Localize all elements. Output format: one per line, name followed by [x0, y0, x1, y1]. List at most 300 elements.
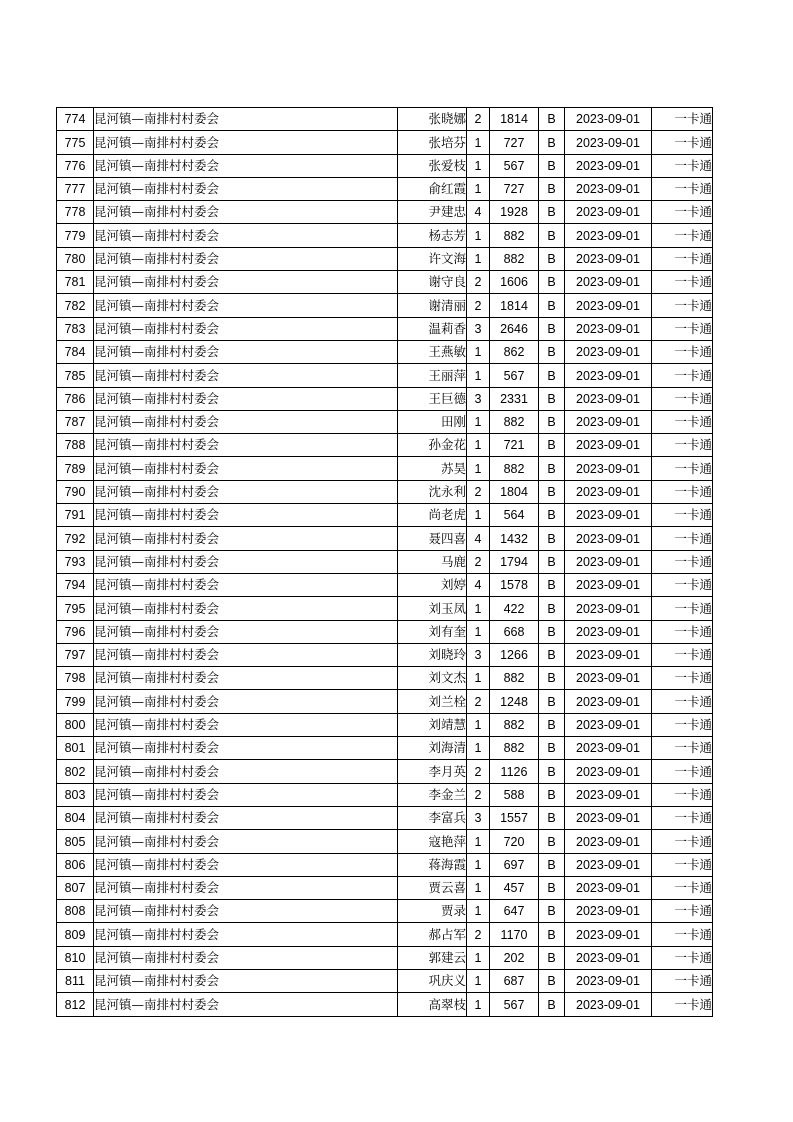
- table-row: [57, 597, 713, 620]
- person-name-cell: 刘玉凤: [398, 597, 467, 620]
- issue-date-cell: 2023-09-01: [565, 247, 652, 270]
- row-number-cell: 798: [57, 667, 94, 690]
- category-level-cell: B: [539, 224, 565, 247]
- issue-date-cell: 2023-09-01: [565, 154, 652, 177]
- issue-date-cell: 2023-09-01: [565, 993, 652, 1016]
- row-number-cell: 785: [57, 364, 94, 387]
- row-number-cell: 779: [57, 224, 94, 247]
- issue-date-cell: 2023-09-01: [565, 201, 652, 224]
- row-number-cell: 795: [57, 597, 94, 620]
- household-count-cell: 1: [467, 737, 490, 760]
- table-row: [57, 830, 713, 853]
- person-name-cell: 孙金花: [398, 434, 467, 457]
- category-level-cell: B: [539, 457, 565, 480]
- category-level-cell: B: [539, 387, 565, 410]
- village-committee-cell: 昆河镇—南排村村委会: [94, 457, 398, 480]
- amount-cell: 882: [490, 457, 539, 480]
- row-number-cell: 775: [57, 131, 94, 154]
- amount-cell: 1432: [490, 527, 539, 550]
- issue-date-cell: 2023-09-01: [565, 434, 652, 457]
- issue-date-cell: 2023-09-01: [565, 620, 652, 643]
- village-committee-cell: 昆河镇—南排村村委会: [94, 830, 398, 853]
- category-level-cell: B: [539, 550, 565, 573]
- amount-cell: 882: [490, 667, 539, 690]
- village-committee-cell: 昆河镇—南排村村委会: [94, 713, 398, 736]
- row-number-cell: 811: [57, 969, 94, 992]
- category-level-cell: B: [539, 271, 565, 294]
- issue-date-cell: 2023-09-01: [565, 108, 652, 131]
- village-committee-cell: 昆河镇—南排村村委会: [94, 573, 398, 596]
- issue-date-cell: 2023-09-01: [565, 317, 652, 340]
- table-row: [57, 131, 713, 154]
- issue-date-cell: 2023-09-01: [565, 573, 652, 596]
- category-level-cell: B: [539, 876, 565, 899]
- row-number-cell: 774: [57, 108, 94, 131]
- category-level-cell: B: [539, 131, 565, 154]
- household-count-cell: 1: [467, 410, 490, 433]
- category-level-cell: B: [539, 410, 565, 433]
- household-count-cell: 2: [467, 760, 490, 783]
- row-number-cell: 799: [57, 690, 94, 713]
- table-row: [57, 201, 713, 224]
- amount-cell: 457: [490, 876, 539, 899]
- row-number-cell: 781: [57, 271, 94, 294]
- issue-date-cell: 2023-09-01: [565, 340, 652, 363]
- category-level-cell: B: [539, 923, 565, 946]
- village-committee-cell: 昆河镇—南排村村委会: [94, 201, 398, 224]
- amount-cell: 687: [490, 969, 539, 992]
- issue-date-cell: 2023-09-01: [565, 271, 652, 294]
- payment-method-cell: 一卡通: [652, 177, 713, 200]
- category-level-cell: B: [539, 294, 565, 317]
- category-level-cell: B: [539, 690, 565, 713]
- row-number-cell: 782: [57, 294, 94, 317]
- amount-cell: 1578: [490, 573, 539, 596]
- village-committee-cell: 昆河镇—南排村村委会: [94, 806, 398, 829]
- category-level-cell: B: [539, 340, 565, 363]
- row-number-cell: 801: [57, 737, 94, 760]
- household-count-cell: 1: [467, 364, 490, 387]
- village-committee-cell: 昆河镇—南排村村委会: [94, 946, 398, 969]
- amount-cell: 668: [490, 620, 539, 643]
- row-number-cell: 783: [57, 317, 94, 340]
- row-number-cell: 788: [57, 434, 94, 457]
- table-row: [57, 806, 713, 829]
- issue-date-cell: 2023-09-01: [565, 177, 652, 200]
- category-level-cell: B: [539, 247, 565, 270]
- household-count-cell: 3: [467, 643, 490, 666]
- household-count-cell: 1: [467, 504, 490, 527]
- village-committee-cell: 昆河镇—南排村村委会: [94, 177, 398, 200]
- issue-date-cell: 2023-09-01: [565, 294, 652, 317]
- table-row: [57, 480, 713, 503]
- person-name-cell: 马鹿: [398, 550, 467, 573]
- row-number-cell: 812: [57, 993, 94, 1016]
- category-level-cell: B: [539, 853, 565, 876]
- village-committee-cell: 昆河镇—南排村村委会: [94, 271, 398, 294]
- table-row: [57, 946, 713, 969]
- amount-cell: 647: [490, 900, 539, 923]
- village-committee-cell: 昆河镇—南排村村委会: [94, 387, 398, 410]
- payment-method-cell: 一卡通: [652, 504, 713, 527]
- person-name-cell: 俞红霞: [398, 177, 467, 200]
- amount-cell: 567: [490, 364, 539, 387]
- amount-cell: 727: [490, 131, 539, 154]
- category-level-cell: B: [539, 830, 565, 853]
- issue-date-cell: 2023-09-01: [565, 643, 652, 666]
- category-level-cell: B: [539, 573, 565, 596]
- row-number-cell: 789: [57, 457, 94, 480]
- table-row: [57, 364, 713, 387]
- payment-method-cell: 一卡通: [652, 597, 713, 620]
- village-committee-cell: 昆河镇—南排村村委会: [94, 876, 398, 899]
- issue-date-cell: 2023-09-01: [565, 876, 652, 899]
- amount-cell: 588: [490, 783, 539, 806]
- amount-cell: 1126: [490, 760, 539, 783]
- amount-cell: 720: [490, 830, 539, 853]
- amount-cell: 1266: [490, 643, 539, 666]
- payment-method-cell: 一卡通: [652, 690, 713, 713]
- issue-date-cell: 2023-09-01: [565, 900, 652, 923]
- village-committee-cell: 昆河镇—南排村村委会: [94, 247, 398, 270]
- row-number-cell: 793: [57, 550, 94, 573]
- issue-date-cell: 2023-09-01: [565, 830, 652, 853]
- village-committee-cell: 昆河镇—南排村村委会: [94, 224, 398, 247]
- village-committee-cell: 昆河镇—南排村村委会: [94, 900, 398, 923]
- amount-cell: 721: [490, 434, 539, 457]
- person-name-cell: 王丽萍: [398, 364, 467, 387]
- amount-cell: 882: [490, 713, 539, 736]
- issue-date-cell: 2023-09-01: [565, 387, 652, 410]
- amount-cell: 564: [490, 504, 539, 527]
- payment-method-cell: 一卡通: [652, 224, 713, 247]
- table-row: [57, 527, 713, 550]
- payment-method-cell: 一卡通: [652, 340, 713, 363]
- person-name-cell: 高翠枝: [398, 993, 467, 1016]
- amount-cell: 567: [490, 993, 539, 1016]
- payment-method-cell: 一卡通: [652, 457, 713, 480]
- row-number-cell: 794: [57, 573, 94, 596]
- person-name-cell: 温莉香: [398, 317, 467, 340]
- person-name-cell: 李富兵: [398, 806, 467, 829]
- village-committee-cell: 昆河镇—南排村村委会: [94, 340, 398, 363]
- issue-date-cell: 2023-09-01: [565, 969, 652, 992]
- household-count-cell: 3: [467, 806, 490, 829]
- household-count-cell: 2: [467, 294, 490, 317]
- household-count-cell: 1: [467, 177, 490, 200]
- issue-date-cell: 2023-09-01: [565, 946, 652, 969]
- payment-method-cell: 一卡通: [652, 900, 713, 923]
- household-count-cell: 1: [467, 620, 490, 643]
- row-number-cell: 792: [57, 527, 94, 550]
- village-committee-cell: 昆河镇—南排村村委会: [94, 410, 398, 433]
- village-committee-cell: 昆河镇—南排村村委会: [94, 154, 398, 177]
- household-count-cell: 3: [467, 317, 490, 340]
- person-name-cell: 蒋海霞: [398, 853, 467, 876]
- village-committee-cell: 昆河镇—南排村村委会: [94, 620, 398, 643]
- payment-method-cell: 一卡通: [652, 760, 713, 783]
- row-number-cell: 784: [57, 340, 94, 363]
- row-number-cell: 802: [57, 760, 94, 783]
- table-row: [57, 876, 713, 899]
- village-committee-cell: 昆河镇—南排村村委会: [94, 737, 398, 760]
- table-row: [57, 853, 713, 876]
- person-name-cell: 刘文杰: [398, 667, 467, 690]
- village-committee-cell: 昆河镇—南排村村委会: [94, 690, 398, 713]
- table-row: [57, 737, 713, 760]
- person-name-cell: 巩庆义: [398, 969, 467, 992]
- household-count-cell: 2: [467, 923, 490, 946]
- category-level-cell: B: [539, 900, 565, 923]
- issue-date-cell: 2023-09-01: [565, 364, 652, 387]
- amount-cell: 567: [490, 154, 539, 177]
- payment-method-cell: 一卡通: [652, 480, 713, 503]
- person-name-cell: 尚老虎: [398, 504, 467, 527]
- category-level-cell: B: [539, 434, 565, 457]
- table-row: [57, 294, 713, 317]
- category-level-cell: B: [539, 760, 565, 783]
- amount-cell: 882: [490, 224, 539, 247]
- table-row: [57, 177, 713, 200]
- village-committee-cell: 昆河镇—南排村村委会: [94, 969, 398, 992]
- amount-cell: 1814: [490, 294, 539, 317]
- payment-method-cell: 一卡通: [652, 876, 713, 899]
- household-count-cell: 1: [467, 597, 490, 620]
- table-row: [57, 504, 713, 527]
- payment-method-cell: 一卡通: [652, 993, 713, 1016]
- household-count-cell: 2: [467, 108, 490, 131]
- household-count-cell: 3: [467, 387, 490, 410]
- table-row: [57, 760, 713, 783]
- amount-cell: 1804: [490, 480, 539, 503]
- row-number-cell: 808: [57, 900, 94, 923]
- village-committee-cell: 昆河镇—南排村村委会: [94, 108, 398, 131]
- household-count-cell: 1: [467, 131, 490, 154]
- payment-method-cell: 一卡通: [652, 830, 713, 853]
- household-count-cell: 2: [467, 783, 490, 806]
- issue-date-cell: 2023-09-01: [565, 667, 652, 690]
- table-row: [57, 317, 713, 340]
- row-number-cell: 790: [57, 480, 94, 503]
- table-row: [57, 923, 713, 946]
- household-count-cell: 1: [467, 969, 490, 992]
- table-row: [57, 620, 713, 643]
- row-number-cell: 805: [57, 830, 94, 853]
- payment-method-cell: 一卡通: [652, 201, 713, 224]
- category-level-cell: B: [539, 364, 565, 387]
- amount-cell: 202: [490, 946, 539, 969]
- household-count-cell: 1: [467, 853, 490, 876]
- amount-cell: 422: [490, 597, 539, 620]
- category-level-cell: B: [539, 504, 565, 527]
- table-row: [57, 154, 713, 177]
- person-name-cell: 贾云喜: [398, 876, 467, 899]
- table-row: [57, 224, 713, 247]
- person-name-cell: 谢清丽: [398, 294, 467, 317]
- person-name-cell: 张爱枝: [398, 154, 467, 177]
- payment-method-cell: 一卡通: [652, 364, 713, 387]
- issue-date-cell: 2023-09-01: [565, 224, 652, 247]
- household-count-cell: 2: [467, 271, 490, 294]
- person-name-cell: 王巨德: [398, 387, 467, 410]
- issue-date-cell: 2023-09-01: [565, 527, 652, 550]
- issue-date-cell: 2023-09-01: [565, 480, 652, 503]
- category-level-cell: B: [539, 201, 565, 224]
- payment-method-cell: 一卡通: [652, 806, 713, 829]
- payment-method-cell: 一卡通: [652, 434, 713, 457]
- village-committee-cell: 昆河镇—南排村村委会: [94, 923, 398, 946]
- row-number-cell: 810: [57, 946, 94, 969]
- person-name-cell: 刘靖慧: [398, 713, 467, 736]
- household-count-cell: 4: [467, 573, 490, 596]
- payment-method-cell: 一卡通: [652, 946, 713, 969]
- person-name-cell: 张晓娜: [398, 108, 467, 131]
- issue-date-cell: 2023-09-01: [565, 131, 652, 154]
- person-name-cell: 谢守良: [398, 271, 467, 294]
- category-level-cell: B: [539, 969, 565, 992]
- household-count-cell: 1: [467, 876, 490, 899]
- table-row: [57, 271, 713, 294]
- category-level-cell: B: [539, 667, 565, 690]
- table-row: [57, 550, 713, 573]
- household-count-cell: 1: [467, 946, 490, 969]
- row-number-cell: 796: [57, 620, 94, 643]
- table-row: [57, 457, 713, 480]
- household-count-cell: 1: [467, 713, 490, 736]
- amount-cell: 1814: [490, 108, 539, 131]
- amount-cell: 862: [490, 340, 539, 363]
- payment-method-cell: 一卡通: [652, 131, 713, 154]
- category-level-cell: B: [539, 713, 565, 736]
- household-count-cell: 1: [467, 993, 490, 1016]
- payment-method-cell: 一卡通: [652, 853, 713, 876]
- issue-date-cell: 2023-09-01: [565, 806, 652, 829]
- table-row: [57, 247, 713, 270]
- person-name-cell: 郭建云: [398, 946, 467, 969]
- village-committee-cell: 昆河镇—南排村村委会: [94, 667, 398, 690]
- table-row: [57, 690, 713, 713]
- category-level-cell: B: [539, 946, 565, 969]
- table-row: [57, 900, 713, 923]
- category-level-cell: B: [539, 317, 565, 340]
- person-name-cell: 刘晓玲: [398, 643, 467, 666]
- village-committee-cell: 昆河镇—南排村村委会: [94, 504, 398, 527]
- village-committee-cell: 昆河镇—南排村村委会: [94, 294, 398, 317]
- household-count-cell: 1: [467, 247, 490, 270]
- table-row: [57, 573, 713, 596]
- person-name-cell: 郝占军: [398, 923, 467, 946]
- person-name-cell: 苏昊: [398, 457, 467, 480]
- village-committee-cell: 昆河镇—南排村村委会: [94, 317, 398, 340]
- person-name-cell: 许文海: [398, 247, 467, 270]
- table-row: [57, 713, 713, 736]
- village-committee-cell: 昆河镇—南排村村委会: [94, 760, 398, 783]
- category-level-cell: B: [539, 806, 565, 829]
- village-committee-cell: 昆河镇—南排村村委会: [94, 131, 398, 154]
- row-number-cell: 803: [57, 783, 94, 806]
- category-level-cell: B: [539, 993, 565, 1016]
- person-name-cell: 李月英: [398, 760, 467, 783]
- payment-method-cell: 一卡通: [652, 667, 713, 690]
- payment-method-cell: 一卡通: [652, 969, 713, 992]
- person-name-cell: 尹建忠: [398, 201, 467, 224]
- payment-method-cell: 一卡通: [652, 783, 713, 806]
- person-name-cell: 刘婷: [398, 573, 467, 596]
- row-number-cell: 787: [57, 410, 94, 433]
- issue-date-cell: 2023-09-01: [565, 597, 652, 620]
- category-level-cell: B: [539, 527, 565, 550]
- payment-method-cell: 一卡通: [652, 108, 713, 131]
- village-committee-cell: 昆河镇—南排村村委会: [94, 364, 398, 387]
- person-name-cell: 刘兰栓: [398, 690, 467, 713]
- person-name-cell: 沈永利: [398, 480, 467, 503]
- household-count-cell: 2: [467, 480, 490, 503]
- household-count-cell: 2: [467, 550, 490, 573]
- table-row: [57, 387, 713, 410]
- amount-cell: 1557: [490, 806, 539, 829]
- village-committee-cell: 昆河镇—南排村村委会: [94, 597, 398, 620]
- row-number-cell: 780: [57, 247, 94, 270]
- row-number-cell: 806: [57, 853, 94, 876]
- village-committee-cell: 昆河镇—南排村村委会: [94, 480, 398, 503]
- person-name-cell: 李金兰: [398, 783, 467, 806]
- category-level-cell: B: [539, 597, 565, 620]
- village-committee-cell: 昆河镇—南排村村委会: [94, 643, 398, 666]
- household-count-cell: 1: [467, 154, 490, 177]
- amount-cell: 1248: [490, 690, 539, 713]
- payment-method-cell: 一卡通: [652, 271, 713, 294]
- household-count-cell: 1: [467, 667, 490, 690]
- issue-date-cell: 2023-09-01: [565, 457, 652, 480]
- person-name-cell: 贾录: [398, 900, 467, 923]
- row-number-cell: 804: [57, 806, 94, 829]
- village-committee-cell: 昆河镇—南排村村委会: [94, 783, 398, 806]
- issue-date-cell: 2023-09-01: [565, 690, 652, 713]
- payment-method-cell: 一卡通: [652, 154, 713, 177]
- row-number-cell: 776: [57, 154, 94, 177]
- household-count-cell: 1: [467, 340, 490, 363]
- row-number-cell: 797: [57, 643, 94, 666]
- table-row: [57, 340, 713, 363]
- table-row: [57, 969, 713, 992]
- amount-cell: 882: [490, 410, 539, 433]
- village-committee-cell: 昆河镇—南排村村委会: [94, 550, 398, 573]
- household-count-cell: 1: [467, 830, 490, 853]
- amount-cell: 2646: [490, 317, 539, 340]
- row-number-cell: 809: [57, 923, 94, 946]
- category-level-cell: B: [539, 620, 565, 643]
- person-name-cell: 田刚: [398, 410, 467, 433]
- village-committee-cell: 昆河镇—南排村村委会: [94, 853, 398, 876]
- payment-method-cell: 一卡通: [652, 923, 713, 946]
- issue-date-cell: 2023-09-01: [565, 783, 652, 806]
- category-level-cell: B: [539, 177, 565, 200]
- payment-method-cell: 一卡通: [652, 387, 713, 410]
- person-name-cell: 聂四喜: [398, 527, 467, 550]
- village-committee-cell: 昆河镇—南排村村委会: [94, 527, 398, 550]
- payment-method-cell: 一卡通: [652, 643, 713, 666]
- issue-date-cell: 2023-09-01: [565, 410, 652, 433]
- table-row: [57, 993, 713, 1016]
- issue-date-cell: 2023-09-01: [565, 760, 652, 783]
- household-count-cell: 1: [467, 900, 490, 923]
- row-number-cell: 786: [57, 387, 94, 410]
- category-level-cell: B: [539, 737, 565, 760]
- person-name-cell: 张培芬: [398, 131, 467, 154]
- table-row: [57, 434, 713, 457]
- payment-method-cell: 一卡通: [652, 317, 713, 340]
- table-row: [57, 108, 713, 131]
